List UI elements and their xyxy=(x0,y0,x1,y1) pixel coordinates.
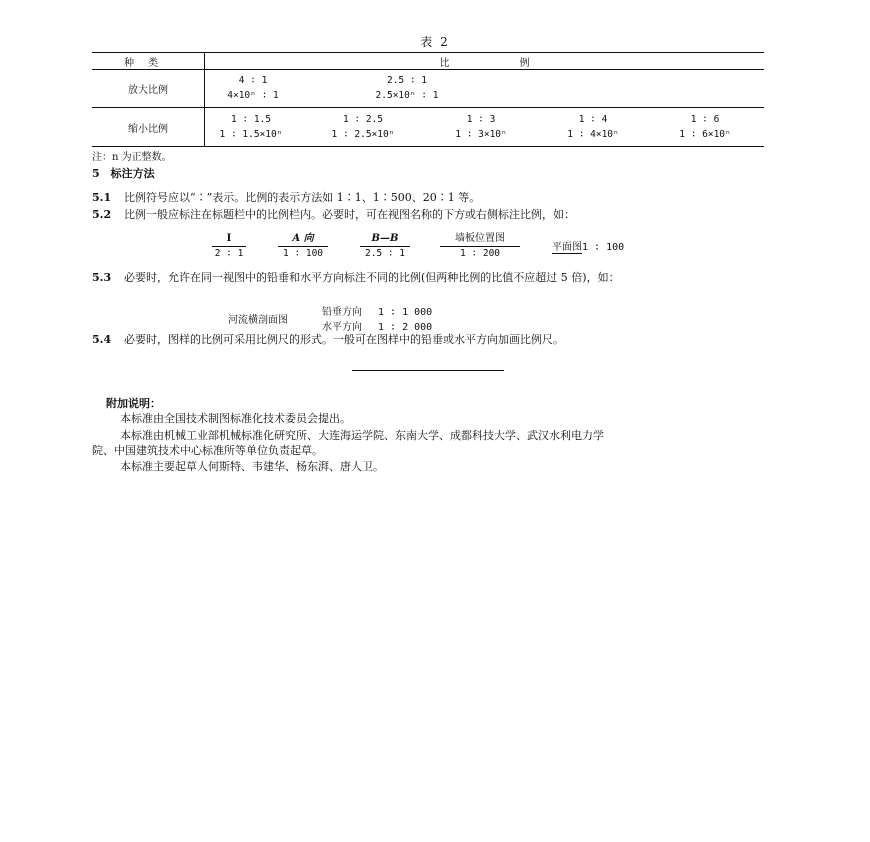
enlarge-label: 放大比例 xyxy=(92,70,205,108)
cell-line: 1 ∶ 4 xyxy=(578,114,608,125)
clause-text: 比例一般应标注在标题栏中的比例栏内。必要时，可在视图名称的下方或右侧标注比例，如： xyxy=(124,208,575,221)
example-wall-plan xyxy=(440,232,520,260)
cell-line: 1 ∶ 1.5×10ⁿ xyxy=(219,129,283,140)
end-rule xyxy=(352,370,504,371)
header-kind: 种类 xyxy=(92,53,205,70)
table-note: 注：n 为正整数。 xyxy=(92,152,172,163)
appendix-line: 院、中国建筑技术中心标准所等单位负责起草。 xyxy=(92,444,323,457)
appendix-line: 本标准主要起草人何斯特、韦建华、杨东湃、唐人卫。 xyxy=(120,460,384,473)
plan-ratio: 1 ∶ 100 xyxy=(582,242,625,253)
example-top: B—B xyxy=(360,232,410,247)
cell-line: 1 ∶ 2.5 xyxy=(342,114,384,125)
example-view-bb xyxy=(360,232,410,260)
table-cell xyxy=(553,112,633,142)
table-caption: 表 2 xyxy=(420,35,450,49)
table-cell xyxy=(665,112,745,142)
section-heading: 5 标注方法 xyxy=(92,167,155,180)
clause-number: 5.2 xyxy=(92,208,112,221)
table-row-enlarge xyxy=(92,70,764,108)
river-section-label: 河流横剖面图 xyxy=(228,315,288,326)
cell-line: 2.5×10ⁿ ∶ 1 xyxy=(375,90,439,101)
example-top: 墙板位置图 xyxy=(440,232,520,247)
vertical-label: 铅垂方向 xyxy=(322,307,362,318)
plan-label: 平面图 xyxy=(552,242,582,253)
horizontal-value: 1 ∶ 2 000 xyxy=(378,322,433,333)
vertical-value: 1 ∶ 1 000 xyxy=(378,307,433,318)
example-bottom: 1 ∶ 200 xyxy=(459,248,501,259)
clause-number: 5.4 xyxy=(92,333,112,346)
clause-text: 比例符号应以“∶”表示。比例的表示方法如 1∶1、1∶500、20∶1 等。 xyxy=(124,191,481,204)
cell-line: 4×10ⁿ ∶ 1 xyxy=(227,90,279,101)
paragraph-5-4 xyxy=(92,332,564,348)
paragraph-5-3 xyxy=(92,270,772,286)
scale-table xyxy=(92,52,764,147)
clause-text: 必要时，图样的比例可采用比例尺的形式。一般可在图样中的铅垂或水平方向加画比例尺。 xyxy=(124,333,564,346)
vertical-scale xyxy=(322,303,432,318)
cell-line: 1 ∶ 6×10ⁿ xyxy=(679,129,731,140)
table-cell xyxy=(441,112,521,142)
paragraph-5-2 xyxy=(92,207,575,223)
cell-line: 1 ∶ 3 xyxy=(466,114,496,125)
cell-line: 1 ∶ 4×10ⁿ xyxy=(567,129,619,140)
enlarge-cells xyxy=(205,70,765,108)
clause-text: 必要时，允许在同一视图中的铅垂和水平方向标注不同的比例(但两种比例的比值不应超过 5 倍)，如： xyxy=(124,271,620,284)
example-floor-plan xyxy=(552,238,624,253)
reduce-label: 缩小比例 xyxy=(92,108,205,147)
table-header-row xyxy=(92,53,764,70)
horizontal-label: 水平方向 xyxy=(322,322,362,333)
header-ratio: 比例 xyxy=(205,53,765,70)
appendix-title: 附加说明： xyxy=(106,397,161,410)
cell-line: 4 ∶ 1 xyxy=(238,75,268,86)
example-bottom: 1 ∶ 100 xyxy=(282,248,324,259)
cell-line: 2.5 ∶ 1 xyxy=(386,75,428,86)
table-row-reduce xyxy=(92,108,764,147)
table-cell xyxy=(223,73,283,103)
horizontal-scale xyxy=(322,318,432,333)
example-bottom: 2.5 ∶ 1 xyxy=(364,248,406,259)
table-cell xyxy=(323,112,403,142)
appendix-line: 本标准由机械工业部机械标准化研究所、大连海运学院、东南大学、成都科技大学、武汉水利电力学 xyxy=(120,429,604,442)
cell-line: 1 ∶ 3×10ⁿ xyxy=(455,129,507,140)
appendix-line: 本标准由全国技术制图标准化技术委员会提出。 xyxy=(120,412,351,425)
example-view-a xyxy=(278,232,328,260)
clause-number: 5.1 xyxy=(92,191,112,204)
example-top: I xyxy=(212,232,246,247)
clause-number: 5.3 xyxy=(92,271,112,284)
table-cell xyxy=(367,73,447,103)
table-cell xyxy=(211,112,291,142)
paragraph-5-1 xyxy=(92,190,480,206)
example-bottom: 2 ∶ 1 xyxy=(214,248,244,259)
example-top: A 向 xyxy=(278,232,328,247)
cell-line: 1 ∶ 1.5 xyxy=(230,114,272,125)
cell-line: 1 ∶ 6 xyxy=(690,114,720,125)
reduce-cells xyxy=(205,108,765,147)
cell-line: 1 ∶ 2.5×10ⁿ xyxy=(331,129,395,140)
example-view-i xyxy=(212,232,246,260)
